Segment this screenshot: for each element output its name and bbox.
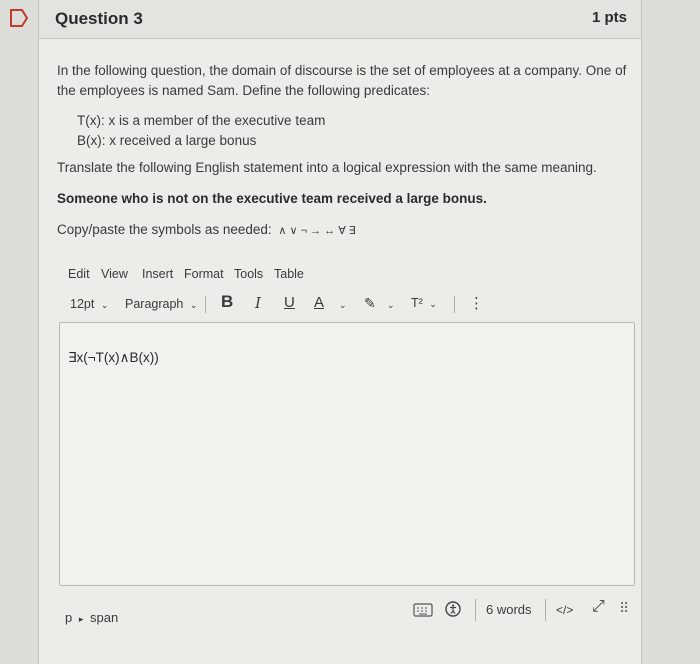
- resize-handle-icon[interactable]: ⠿: [619, 600, 630, 616]
- question-card: [38, 0, 642, 664]
- toolbar-divider: [454, 296, 455, 313]
- english-statement: Someone who is not on the executive team received a large bonus.: [57, 191, 487, 206]
- question-title: Question 3: [55, 9, 143, 28]
- intro-line-2: the employees is named Sam. Define the following predicates:: [57, 83, 430, 98]
- toolbar-divider: [205, 296, 206, 313]
- accessibility-icon[interactable]: [445, 601, 461, 617]
- word-count: 6 words: [486, 602, 532, 617]
- chevron-down-icon: ⌄: [189, 300, 198, 310]
- bold-button[interactable]: B: [221, 292, 234, 311]
- question-header: [39, 0, 641, 39]
- text-color-button[interactable]: [314, 294, 324, 311]
- element-path: [65, 610, 118, 625]
- path-arrow-icon: ▸: [78, 614, 84, 624]
- chevron-down-icon[interactable]: ⌄: [339, 300, 347, 310]
- predicate-t: T(x): x is a member of the executive team: [77, 113, 326, 128]
- menu-format[interactable]: Format: [184, 267, 224, 281]
- status-divider: [545, 599, 546, 621]
- italic-button[interactable]: I: [255, 294, 261, 312]
- block-format-select[interactable]: [125, 297, 197, 311]
- font-size-select[interactable]: [70, 297, 108, 311]
- more-options-icon[interactable]: ⋮: [469, 295, 484, 312]
- intro-line-1: In the following question, the domain of discourse is the set of employees at a company. One of: [57, 63, 627, 78]
- logic-symbols[interactable]: ∧ ∨ ¬ → ↔ ∀ ∃: [278, 225, 356, 237]
- font-size-value: 12pt: [70, 297, 95, 311]
- question-points: 1 pts: [591, 9, 627, 26]
- instruction-text: Translate the following English statement into a logical expression with the same meaning.: [57, 160, 597, 175]
- status-divider: [475, 599, 476, 621]
- chevron-down-icon: ⌄: [429, 299, 437, 309]
- underline-button[interactable]: U: [284, 294, 295, 311]
- highlight-icon: ✎: [364, 295, 376, 311]
- predicate-b: B(x): x received a large bonus: [77, 133, 257, 148]
- keyboard-icon[interactable]: [413, 603, 433, 617]
- symbols-label: Copy/paste the symbols as needed:: [57, 222, 272, 237]
- flag-question-icon[interactable]: [8, 8, 30, 28]
- chevron-down-icon: ⌄: [100, 300, 109, 310]
- path-span[interactable]: span: [90, 610, 119, 625]
- highlight-button[interactable]: [364, 295, 376, 312]
- superscript-label: T²: [411, 296, 423, 310]
- text-color-letter: A: [314, 294, 325, 311]
- symbols-line: [57, 220, 356, 241]
- superscript-button[interactable]: [411, 296, 437, 310]
- menu-view[interactable]: View: [101, 267, 128, 281]
- rich-text-editor[interactable]: [59, 322, 635, 586]
- menu-tools[interactable]: Tools: [234, 267, 264, 281]
- menu-edit[interactable]: Edit: [68, 267, 90, 281]
- path-p[interactable]: p: [65, 610, 73, 625]
- fullscreen-icon[interactable]: ⤢: [592, 598, 605, 615]
- html-editor-toggle[interactable]: </>: [556, 603, 574, 617]
- chevron-down-icon[interactable]: ⌄: [387, 300, 395, 310]
- answer-text[interactable]: ∃x(¬T(x)∧B(x)): [68, 350, 159, 365]
- menu-table[interactable]: Table: [274, 267, 304, 281]
- block-format-value: Paragraph: [125, 297, 184, 311]
- menu-insert[interactable]: Insert: [142, 267, 174, 281]
